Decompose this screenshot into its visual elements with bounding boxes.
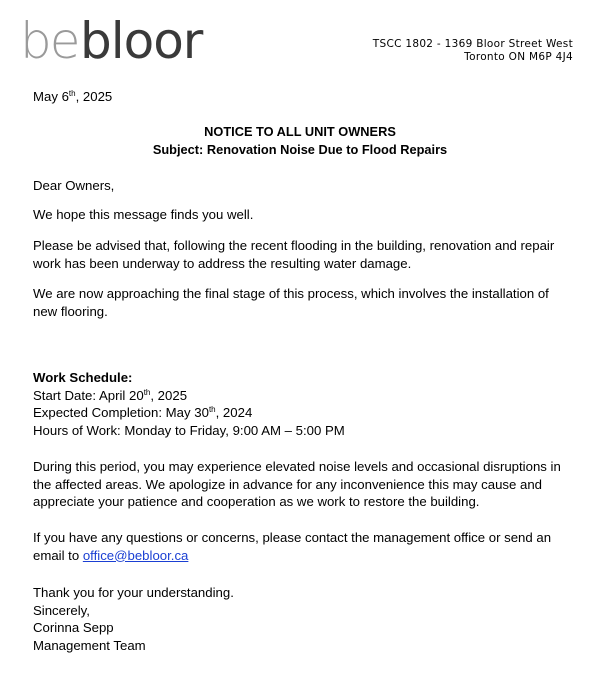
letter-date: May 6th, 2025 <box>33 89 113 104</box>
signer-team: Management Team <box>33 637 146 653</box>
paragraph-4: During this period, you may experience elevated noise levels and occasional disruptions in the affected areas. We apologize in advance for any inconvenience this may cause and appreciate your patience and cooperation as we work to restore the building. <box>33 459 561 509</box>
schedule-heading: Work Schedule: <box>33 370 133 385</box>
closing-sincerely: Sincerely, <box>33 602 90 618</box>
email-link[interactable]: office@bebloor.ca <box>82 547 189 563</box>
greeting: Dear Owners, <box>33 178 115 193</box>
address-block <box>373 38 573 64</box>
schedule-hours: Hours of Work: Monday to Friday, 9:00 AM – 5:00 PM <box>33 422 345 438</box>
logo-light-text: be <box>20 14 79 66</box>
paragraph-3: We are now approaching the final stage of this process, which involves the installation of new flooring. <box>33 286 549 319</box>
notice-subject: Subject: Renovation Noise Due to Flood Repairs <box>152 142 448 157</box>
closing-thanks: Thank you for your understanding. <box>33 585 234 600</box>
paragraph-2: Please be advised that, following the recent flooding in the building, renovation and repair work has been underway to address the resulting water damage. <box>33 238 555 271</box>
company-logo <box>18 14 238 66</box>
paragraph-5: If you have any questions or concerns, please contact the management office or send an email to office@bebloor.ca <box>33 530 552 563</box>
closing-block <box>33 584 574 654</box>
paragraph-1: We hope this message finds you well. <box>33 207 254 222</box>
work-schedule <box>33 369 574 439</box>
logo-bold-text: bloor <box>80 14 203 66</box>
schedule-start-date: Start Date: April 20th, 2025 <box>33 387 188 403</box>
address-line-1: TSCC 1802 - 1369 Bloor Street West <box>372 38 573 50</box>
signer-name: Corinna Sepp <box>33 620 114 635</box>
schedule-completion-date: Expected Completion: May 30th, 2024 <box>33 405 253 420</box>
address-line-2: Toronto ON M6P 4J4 <box>464 51 573 63</box>
notice-title: NOTICE TO ALL UNIT OWNERS <box>204 124 396 139</box>
